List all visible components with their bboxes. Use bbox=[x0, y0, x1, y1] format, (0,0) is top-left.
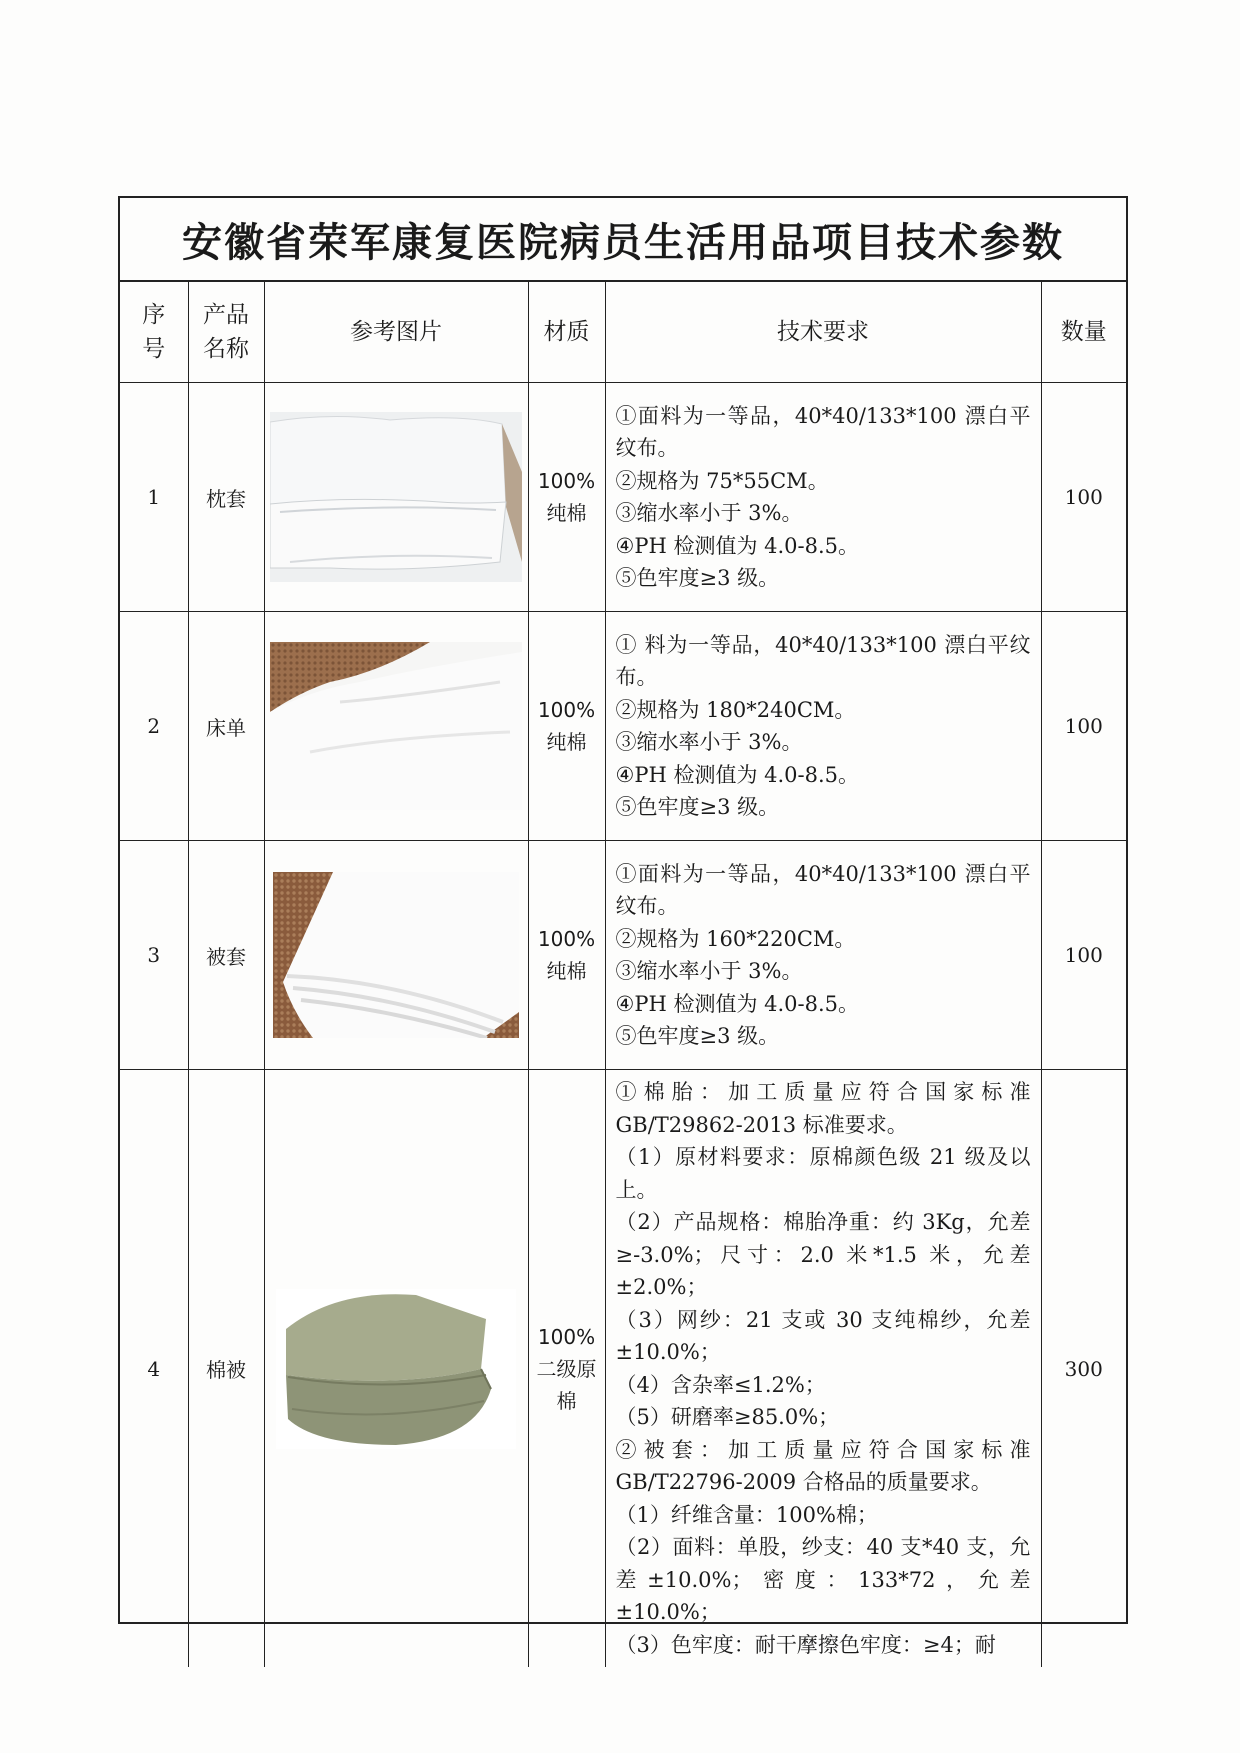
product-image-cell bbox=[264, 841, 528, 1070]
cotton-quilt-photo-icon bbox=[276, 1289, 516, 1449]
product-image-cell bbox=[264, 383, 528, 612]
requirement-line: ⑤色牢度≥3 级。 bbox=[615, 795, 780, 819]
quantity: 100 bbox=[1041, 841, 1126, 1070]
requirements bbox=[605, 841, 1041, 1070]
table-row bbox=[120, 1070, 1126, 1668]
requirement-line: ⑤色牢度≥3 级。 bbox=[615, 566, 780, 590]
requirement-line: （4）含杂率≤1.2%； bbox=[615, 1372, 826, 1397]
material: 100%纯棉 bbox=[528, 612, 605, 841]
requirement-line: （1）纤维含量：100%棉； bbox=[615, 1502, 878, 1527]
requirement-line: ④PH 检测值为 4.0-8.5。 bbox=[615, 762, 860, 787]
requirement-line: （5）研磨率≥85.0%； bbox=[615, 1405, 840, 1429]
material: 100%纯棉 bbox=[528, 383, 605, 612]
table-row bbox=[120, 841, 1126, 1070]
header-no: 序号 bbox=[120, 282, 188, 383]
requirement-line: ③缩水率小于 3%。 bbox=[615, 959, 803, 983]
requirement-line: （2）产品规格：棉胎净重：约 3Kg，允差≥-3.0%；尺寸：2.0 米*1.5 米，允差±2.0%； bbox=[615, 1210, 1031, 1299]
row-number: 1 bbox=[120, 383, 188, 612]
row-number: 3 bbox=[120, 841, 188, 1070]
requirement-line: ①面料为一等品，40*40/133*100 漂白平纹布。 bbox=[615, 861, 1031, 918]
requirement-line: ④PH 检测值为 4.0-8.5。 bbox=[615, 991, 860, 1016]
material: 100%纯棉 bbox=[528, 841, 605, 1070]
requirements bbox=[605, 1070, 1041, 1668]
requirement-line: ①棉胎：加工质量应符合国家标准 GB/T29862-2013 标准要求。 bbox=[615, 1080, 1031, 1137]
header-image: 参考图片 bbox=[264, 282, 528, 383]
product-name: 床单 bbox=[188, 612, 264, 841]
product-name: 棉被 bbox=[188, 1070, 264, 1668]
row-number: 4 bbox=[120, 1070, 188, 1668]
requirement-line: ①面料为一等品，40*40/133*100 漂白平纹布。 bbox=[615, 403, 1031, 460]
requirement-line: （2）面料：单股，纱支：40 支*40 支，允差±10.0%；密度：133*72，允差±10.0%； bbox=[615, 1535, 1031, 1624]
requirement-line: （3）网纱：21 支或 30 支纯棉纱，允差±10.0%； bbox=[615, 1307, 1031, 1364]
quantity: 100 bbox=[1041, 383, 1126, 612]
quantity: 300 bbox=[1041, 1070, 1126, 1668]
requirement-line: ⑤色牢度≥3 级。 bbox=[615, 1024, 780, 1048]
duvet-cover-photo-icon bbox=[273, 872, 519, 1038]
header-name: 产品名称 bbox=[188, 282, 264, 383]
requirement-line: ②规格为 75*55CM。 bbox=[615, 468, 829, 493]
requirement-line: ③缩水率小于 3%。 bbox=[615, 501, 803, 525]
requirement-line: （3）色牢度：耐干摩擦色牢度：≥4；耐 bbox=[615, 1632, 996, 1657]
requirement-line: ②规格为 160*220CM。 bbox=[615, 926, 856, 951]
table-row bbox=[120, 383, 1126, 612]
requirement-line: ① 料为一等品，40*40/133*100 漂白平纹布。 bbox=[615, 632, 1031, 689]
header-quantity: 数量 bbox=[1041, 282, 1126, 383]
row-number: 2 bbox=[120, 612, 188, 841]
requirement-line: ②被套：加工质量应符合国家标准 GB/T22796-2009 合格品的质量要求。 bbox=[615, 1437, 1031, 1494]
requirements bbox=[605, 612, 1041, 841]
pillowcase-photo-icon bbox=[270, 412, 522, 582]
spec-sheet bbox=[118, 196, 1128, 1657]
bedsheet-photo-icon bbox=[270, 642, 522, 810]
requirement-line: ②规格为 180*240CM。 bbox=[615, 697, 856, 722]
requirements bbox=[605, 383, 1041, 612]
requirement-line: （1）原材料要求：原棉颜色级 21 级及以上。 bbox=[615, 1145, 1031, 1202]
material: 100%二级原棉 bbox=[528, 1070, 605, 1668]
product-image-cell bbox=[264, 612, 528, 841]
spec-table bbox=[120, 282, 1126, 1667]
requirement-line: ④PH 检测值为 4.0-8.5。 bbox=[615, 533, 860, 558]
requirement-line: ③缩水率小于 3%。 bbox=[615, 730, 803, 754]
product-name: 被套 bbox=[188, 841, 264, 1070]
product-name: 枕套 bbox=[188, 383, 264, 612]
document-title: 安徽省荣军康复医院病员生活用品项目技术参数 bbox=[120, 198, 1126, 282]
table-header-row bbox=[120, 282, 1126, 383]
header-material: 材质 bbox=[528, 282, 605, 383]
product-image-cell bbox=[264, 1070, 528, 1668]
table-row bbox=[120, 612, 1126, 841]
header-requirements: 技术要求 bbox=[605, 282, 1041, 383]
quantity: 100 bbox=[1041, 612, 1126, 841]
